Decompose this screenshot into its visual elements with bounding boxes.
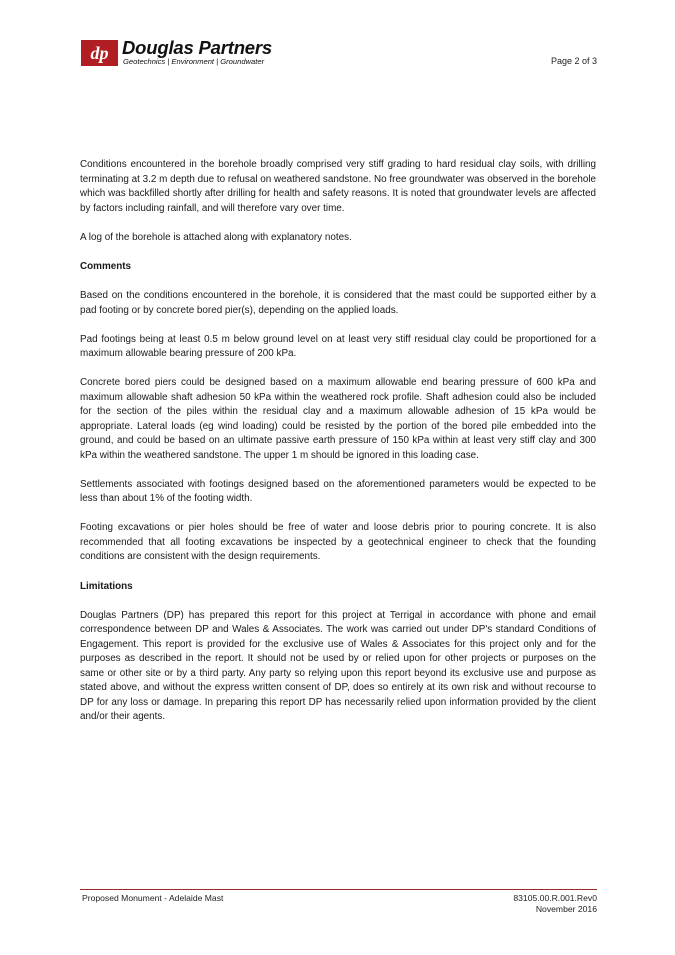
brand-name: Douglas Partners (122, 37, 272, 58)
svg-text:dp: dp (90, 43, 109, 63)
footer-report-number: 83105.00.R.001.Rev0 (513, 893, 597, 903)
douglas-partners-logo-icon (81, 40, 118, 66)
page-header (81, 38, 597, 70)
footer-project-title: Proposed Monument - Adelaide Mast (82, 893, 224, 903)
comments-heading: Comments (80, 261, 132, 272)
comments-paragraph: Concrete bored piers could be designed based on a maximum allowable end bearing pressure of 600 kPa and maximum allowable shaft adhesion 50 kPa within the weathered rock profile. Shaft adhesion could also be included for the section of the piles within the residual clay and a maximum allowable adhesion of 15 kPa would be appropriate. Lateral loads (eg wind loading) could be resisted by the portion of the bored pile embedded into the ground, and could be based on an ultimate passive earth pressure of 150 kPa within at least very stiff clay and 300 kPa within the weathered sandstone. The upper 1 m should be ignored in this loading case. (80, 377, 596, 461)
intro-paragraph: A log of the borehole is attached along with explanatory notes. (80, 231, 352, 243)
page-number: Page 2 of 3 (550, 56, 597, 66)
brand-tagline: Geotechnics | Environment | Groundwater (123, 57, 265, 66)
comments-paragraph: Settlements associated with footings designed based on the aforementioned parameters would be expected to be less than about 1% of the footing width. (80, 478, 596, 504)
limitations-paragraph: Douglas Partners (DP) has prepared this report for this project at Terrigal in accordance with phone and email correspondence between DP and Wales & Associates. The work was carried out under DP's standard Conditions of Engagement. This report is provided for the exclusive use of Wales & Associates for this project only and for the purposes as described in the report. It should not be used by or relied upon for other projects or purposes on the same or other site or by a third party. Any party so relying upon this report beyond its exclusive use and purpose as stated above, and without the express written consent of DP, does so entirely at its own risk and without recourse to DP for any loss or damage. In preparing this report DP has necessarily relied upon information provided by the client and/or their agents. (80, 609, 596, 722)
footer-report-date: November 2016 (535, 904, 597, 914)
intro-paragraph: Conditions encountered in the borehole broadly comprised very stiff grading to hard residual clay soils, with drilling terminating at 3.2 m depth due to refusal on weathered sandstone. No free groundwater was observed in the borehole which was backfilled shortly after drilling for health and safety reasons. It is noted that groundwater levels are affected by factors including rainfall, and will therefore vary over time. (80, 159, 596, 214)
comments-paragraph: Footing excavations or pier holes should be free of water and loose debris prior to pouring concrete. It is also recommended that all footing excavations be inspected by a geotechnical engineer to check that the founding conditions are consistent with the design requirements. (80, 522, 596, 562)
footer-report-info (513, 893, 597, 915)
limitations-heading: Limitations (80, 580, 133, 592)
footer-divider (80, 889, 597, 890)
report-body (80, 158, 596, 739)
comments-paragraph: Based on the conditions encountered in the borehole, it is considered that the mast could be supported either by a pad footing or by concrete bored pier(s), depending on the applied loads. (80, 290, 596, 316)
comments-paragraph: Pad footings being at least 0.5 m below ground level on at least very stiff residual clay could be proportioned for a maximum allowable bearing pressure of 200 kPa. (80, 333, 596, 359)
